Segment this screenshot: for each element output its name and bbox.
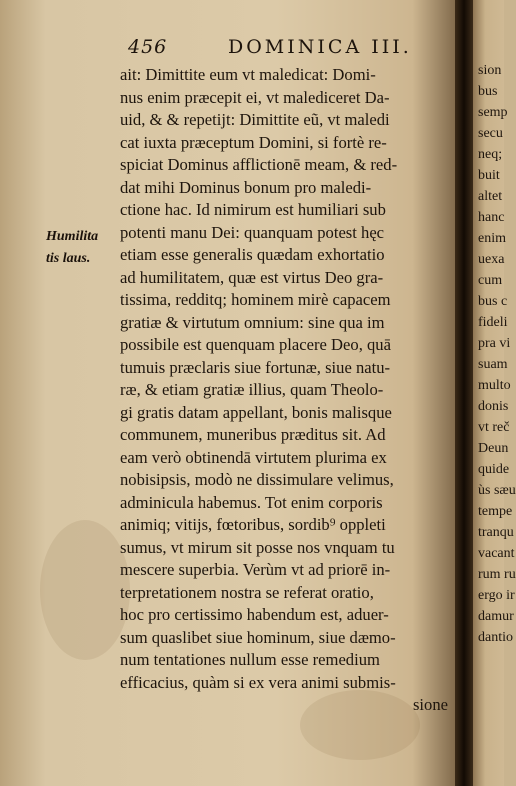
text-line: dat mihi Dominus bonum pro maledi- <box>120 177 372 197</box>
facing-text-line: sion <box>478 63 502 78</box>
text-line: efficacius, quàm si ex vera animi submis- <box>120 672 396 692</box>
facing-text-line: tempe <box>478 504 513 519</box>
facing-text-line: fideli <box>478 315 508 330</box>
margin-note-line: Humilita <box>46 229 99 244</box>
facing-text-line: multo <box>478 378 511 393</box>
text-line: possibile est quenquam placere Deo, quā <box>120 335 391 354</box>
text-line: uid, & & repetijt: Dimittite eũ, vt maledi <box>120 110 390 129</box>
text-line: potenti manu Dei: quanquam potest hęc <box>120 222 385 242</box>
text-line: terpretationem nostra se referat oratio, <box>120 582 374 602</box>
text-line: adminicula habemus. Tot enim corporis <box>120 492 383 512</box>
margin-note <box>46 226 116 270</box>
facing-text-line: rum ru <box>478 567 516 582</box>
text-line: etiam esse generalis quædam exhortatio <box>120 245 385 264</box>
text-line: ræ, & etiam gratiæ illius, quam Theolo- <box>120 380 384 399</box>
text-line: cat iuxta præceptum Domini, si fortè re- <box>120 132 387 152</box>
text-line: nus enim præcepit ei, vt malediceret Da- <box>120 87 390 107</box>
facing-text-line: ergo ir <box>478 588 515 603</box>
facing-text-line: suam <box>478 357 508 372</box>
text-line: ait: Dimittite eum vt maledicat: Domi- <box>120 65 376 84</box>
facing-text-line: enim <box>478 231 506 246</box>
facing-text-line: damur <box>478 609 514 624</box>
text-line: num tentationes nullum esse remedium <box>120 650 380 669</box>
facing-text-line: tranqu <box>478 525 514 540</box>
facing-text-line: secu <box>478 126 503 141</box>
facing-text-line: bus c <box>478 294 508 309</box>
text-line: sumus, vt mirum sit posse nos vnquam tu <box>120 537 395 557</box>
main-text-block <box>120 64 460 717</box>
text-line: nobisipsis, modò ne dissimulare velimus, <box>120 470 394 489</box>
text-line: sum quaslibet siue hominum, siue dæmo- <box>120 627 396 647</box>
text-line: tissima, redditq; hominem mirè capacem <box>120 290 391 309</box>
text-line: gratiæ & virtutum omnium: sine qua im <box>120 312 385 332</box>
text-line: gi gratis datam appellant, bonis malisque <box>120 402 392 422</box>
facing-text-line: bus <box>478 84 498 99</box>
text-line: hoc pro certissimo habendum est, aduer- <box>120 605 389 624</box>
facing-text-line: altet <box>478 189 503 204</box>
facing-text-line: hanc <box>478 210 505 225</box>
text-line: eam verò obtinendā virtutem plurima ex <box>120 447 387 467</box>
facing-text-line: buit <box>478 168 500 183</box>
paper-stain <box>40 520 130 660</box>
margin-note-line: tis laus. <box>46 251 91 266</box>
text-line: tumuis præclaris siue fortunæ, siue natu- <box>120 357 391 377</box>
running-head: DOMINICA III. <box>228 36 412 58</box>
text-line: animiq; vitijs, fœtoribus, sordib⁹ oppleti <box>120 515 386 534</box>
facing-text-line: cum <box>478 273 503 288</box>
facing-text-line: neq; <box>478 147 503 162</box>
facing-text-line: pra vi <box>478 336 511 351</box>
facing-text-line: semp <box>478 105 508 120</box>
page-header <box>128 36 458 62</box>
facing-text-line: donis <box>478 399 509 414</box>
text-line: spiciat Dominus afflictionē meam, & red- <box>120 155 398 174</box>
text-line: ctione hac. Id nimirum est humiliari sub <box>120 200 386 219</box>
text-line: mescere superbia. Verùm vt ad priorē in- <box>120 560 391 579</box>
facing-text-line: vt reč <box>478 420 510 435</box>
facing-text-line: ùs sæu <box>478 483 516 498</box>
facing-text-line: Deun <box>478 441 509 456</box>
facing-text-line: dantio <box>478 630 513 645</box>
catchword: sione <box>412 695 448 714</box>
facing-text-line: vacant <box>478 546 515 561</box>
text-line: ad humilitatem, quæ est virtus Deo gra- <box>120 267 384 287</box>
page-number: 456 <box>128 36 168 58</box>
facing-text-line: quide <box>478 462 510 477</box>
facing-text-line: uexa <box>478 252 505 267</box>
text-line: communem, muneribus præditus sit. Ad <box>120 425 386 444</box>
facing-page-text <box>478 60 516 648</box>
